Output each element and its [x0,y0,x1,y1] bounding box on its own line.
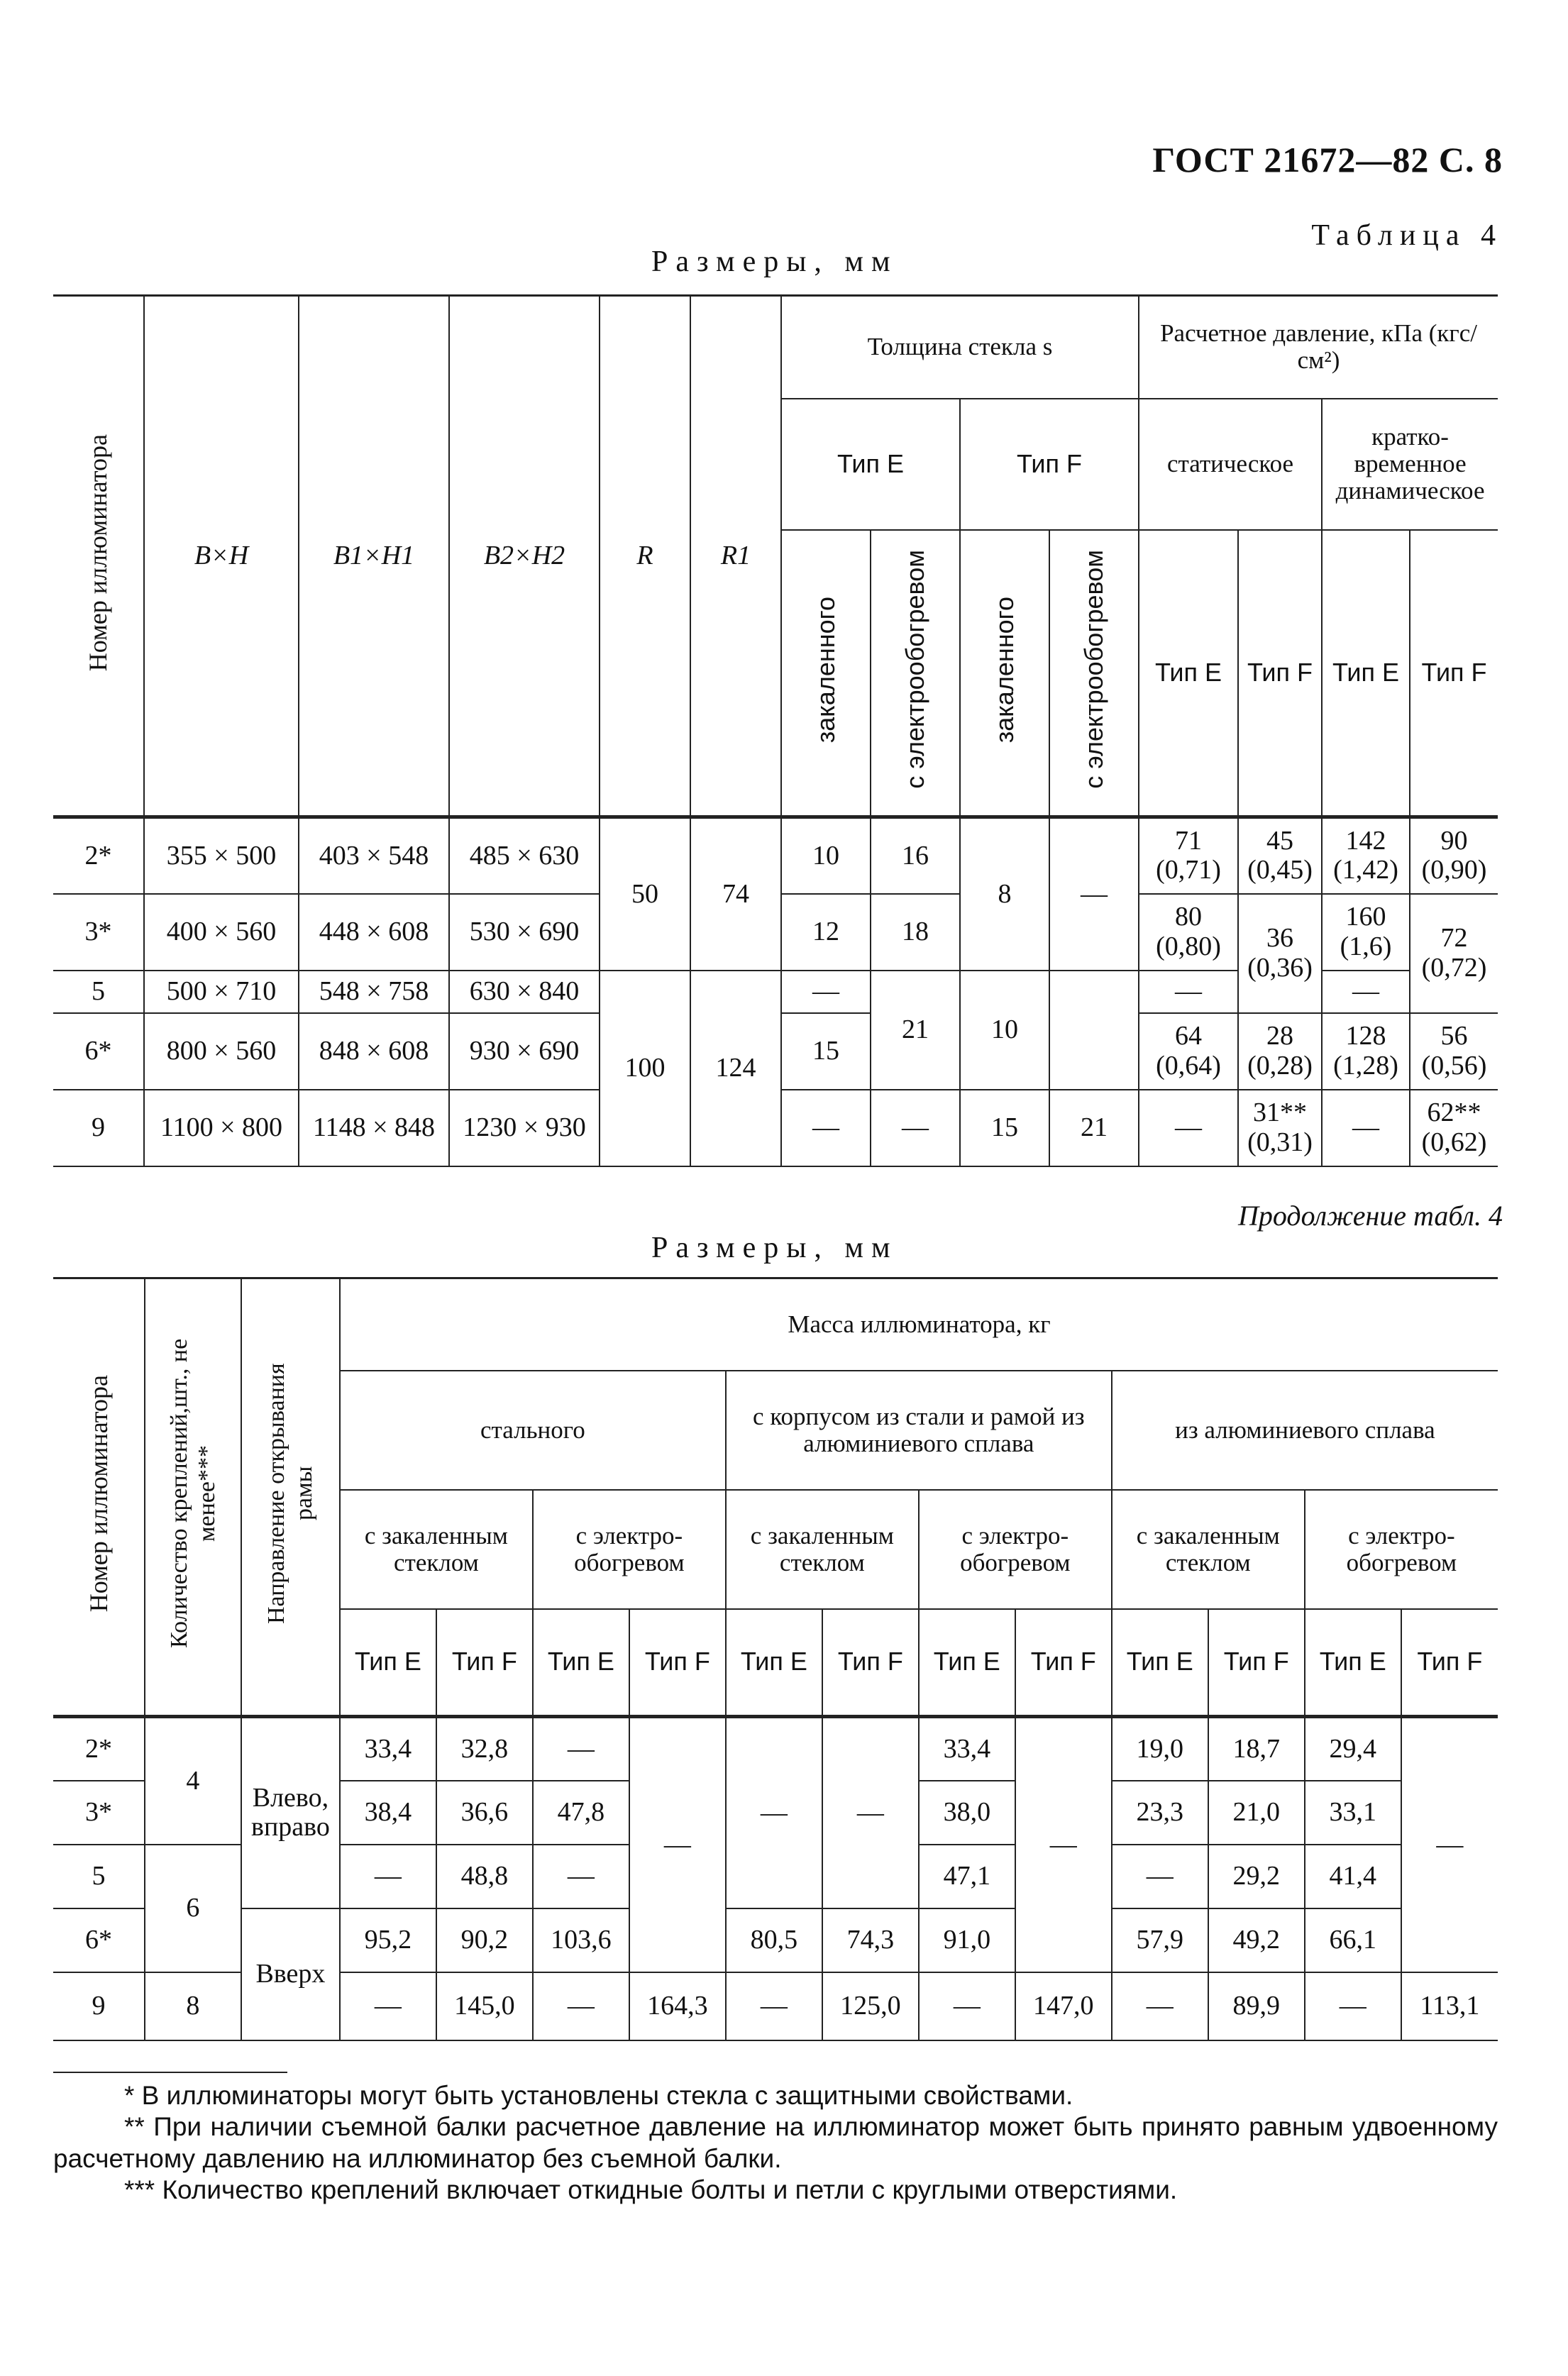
cell-p-dynamic-f: 90 (0,90) [1410,817,1498,894]
cell-p-dynamic-e: — [1322,1090,1410,1166]
col-header-type-f: Тип F [629,1609,726,1717]
cell-p-dynamic-f: 56 (0,56) [1410,1013,1498,1090]
cell-p-dynamic-e: 160 (1,6) [1322,894,1410,971]
col-header-dynamic: кратко-временное динамическое [1322,399,1498,530]
cell-mass: 38,4 [340,1781,436,1845]
cell-b2h2: 930 × 690 [449,1013,600,1090]
col-header-r: R [600,296,690,817]
cell-number: 3* [53,1781,145,1845]
cell-bh: 400 × 560 [144,894,299,971]
col-header-b1h1: B1×H1 [299,296,449,817]
cell-s-f-tempered: 8 [960,817,1049,971]
col-header-type-e: Тип E [340,1609,436,1717]
cell-s-e-heated: — [871,1090,960,1166]
cell-mass: 29,4 [1305,1717,1401,1781]
col-header-type-e: Тип E [1305,1609,1401,1717]
cell-p-static-f: 36 (0,36) [1238,894,1322,1013]
cell-p-static-f: 45 (0,45) [1238,817,1322,894]
cell-bh: 1100 × 800 [144,1090,299,1166]
col-header-static: статическое [1139,399,1322,530]
cell-mass: 145,0 [436,1972,533,2040]
cell-s-e-tempered: 10 [781,817,871,894]
continuation-label: Продолжение табл. 4 [1237,1200,1503,1232]
cell-count: 8 [145,1972,241,2040]
col-header-tempered-e: закаленного [781,530,871,817]
col-header-heated: с электро-обогревом [533,1490,726,1609]
footnote-2: ** При наличии съемной балки расчетное давление на иллюминатор может быть принято равным удвоенному расчетному давлению на иллюминатор без съемной балки. [53,2112,1498,2173]
cell-p-static-e: 71 (0,71) [1139,817,1238,894]
table-caption: Размеры, мм [651,245,898,278]
cell-mass: — [726,1972,822,2040]
col-header-bh: B×H [144,296,299,817]
cell-mass: 19,0 [1112,1717,1208,1781]
cell-mass: 47,1 [919,1845,1015,1908]
cell-s-f-heated [1049,971,1139,1090]
cell-mass: — [533,1972,629,2040]
col-header-direction: Направление открывания рамы [241,1278,340,1717]
cell-b2h2: 1230 × 930 [449,1090,600,1166]
cell-mass: 89,9 [1208,1972,1305,2040]
col-header-mass: Масса иллюминатора, кг [340,1278,1498,1371]
cell-p-static-f: 28 (0,28) [1238,1013,1322,1090]
col-header-type-f: Тип F [822,1609,919,1717]
cell-p-static-e: 64 (0,64) [1139,1013,1238,1090]
cell-mass: 91,0 [919,1908,1015,1972]
cell-mass: 90,2 [436,1908,533,1972]
cell-mass: 74,3 [822,1908,919,1972]
col-header-pressure: Расчетное давление, кПа (кгс/см²) [1139,296,1498,399]
cell-mass: 33,1 [1305,1781,1401,1845]
cell-b1h1: 548 × 758 [299,971,449,1013]
cell-mass: — [340,1845,436,1908]
col-header-type-e: Тип E [533,1609,629,1717]
cell-b1h1: 1148 × 848 [299,1090,449,1166]
cell-b1h1: 448 × 608 [299,894,449,971]
col-header-heated: с электро-обогревом [1305,1490,1498,1609]
cell-bh: 500 × 710 [144,971,299,1013]
col-header-tempered: с закаленным стеклом [1112,1490,1305,1609]
table-caption: Размеры, мм [651,1232,898,1264]
cell-p-static-f: 31** (0,31) [1238,1090,1322,1166]
col-header-type-f: Тип F [960,399,1139,530]
cell-b2h2: 530 × 690 [449,894,600,971]
cell-s-f-heated: 21 [1049,1090,1139,1166]
cell-p-dynamic-e: 128 (1,28) [1322,1013,1410,1090]
col-header-type-f: Тип F [1015,1609,1112,1717]
cell-number: 3* [53,894,144,971]
cell-mass: 66,1 [1305,1908,1401,1972]
page-header: ГОСТ 21672—82 С. 8 [1152,140,1503,179]
cell-number: 6* [53,1908,145,1972]
cell-s-e-tempered: 15 [781,1013,871,1090]
cell-s-f-heated: — [1049,817,1139,971]
cell-direction: Вверх [241,1908,340,2040]
cell-b1h1: 403 × 548 [299,817,449,894]
cell-mass: 23,3 [1112,1781,1208,1845]
cell-p-static-e: 80 (0,80) [1139,894,1238,971]
cell-s-e-heated: 21 [871,971,960,1090]
cell-mass: — [919,1972,1015,2040]
cell-p-dynamic-f: 62** (0,62) [1410,1090,1498,1166]
cell-count: 6 [145,1845,241,1972]
cell-number: 5 [53,1845,145,1908]
cell-number: 2* [53,817,144,894]
cell-mass: 32,8 [436,1717,533,1781]
cell-mass: — [340,1972,436,2040]
cell-mass: 113,1 [1401,1972,1498,2040]
cell-mass: 80,5 [726,1908,822,1972]
cell-s-e-tempered: 12 [781,894,871,971]
cell-bh: 355 × 500 [144,817,299,894]
col-header-tempered-f: закаленного [960,530,1049,817]
cell-mass: 164,3 [629,1972,726,2040]
col-header-dynamic-f: Тип F [1410,530,1498,817]
col-header-steel: стального [340,1371,726,1490]
col-header-heated-e: с электрообогревом [871,530,960,817]
cell-p-dynamic-f: 72 (0,72) [1410,894,1498,1013]
table-label: Таблица 4 [1311,219,1503,252]
cell-mass: — [1112,1845,1208,1908]
cell-b1h1: 848 × 608 [299,1013,449,1090]
table-4-continuation [53,1277,1498,2041]
cell-number: 2* [53,1717,145,1781]
cell-mass: — [533,1845,629,1908]
col-header-r1: R1 [690,296,781,817]
col-header-number: Номер иллюминатора [53,1278,145,1717]
col-header-type-e: Тип E [781,399,960,530]
col-header-number: Номер иллюминатора [53,296,144,817]
cell-r1: 124 [690,971,781,1166]
table-4 [53,294,1498,1167]
cell-b2h2: 485 × 630 [449,817,600,894]
cell-mass: 49,2 [1208,1908,1305,1972]
cell-mass: 125,0 [822,1972,919,2040]
col-header-alu: из алюминиевого сплава [1112,1371,1498,1490]
col-header-tempered: с закаленным стеклом [340,1490,533,1609]
cell-mass: — [1401,1717,1498,1972]
cell-mass: 36,6 [436,1781,533,1845]
table-row [53,1717,1498,1781]
cell-mass: 147,0 [1015,1972,1112,2040]
col-header-type-f: Тип F [1208,1609,1305,1717]
cell-p-static-e: — [1139,1090,1238,1166]
cell-bh: 800 × 560 [144,1013,299,1090]
cell-mass: — [533,1717,629,1781]
footnote-rule [53,2072,287,2073]
table-row [53,1908,1498,1972]
col-header-type-e: Тип E [1112,1609,1208,1717]
col-header-count: Количество креплений,шт., не менее*** [145,1278,241,1717]
cell-s-f-tempered: 15 [960,1090,1049,1166]
footnote-1: * В иллюминаторы могут быть установлены стекла с защитными свойствами. [124,2081,1073,2110]
col-header-type-f: Тип F [436,1609,533,1717]
col-header-heated-f: с электрообогревом [1049,530,1139,817]
cell-mass: 95,2 [340,1908,436,1972]
footnotes [53,2072,1498,2206]
cell-number: 9 [53,1972,145,2040]
cell-s-f-tempered: 10 [960,971,1049,1090]
cell-s-e-heated: 18 [871,894,960,971]
cell-mass: 18,7 [1208,1717,1305,1781]
cell-mass: 47,8 [533,1781,629,1845]
cell-mass: 48,8 [436,1845,533,1908]
cell-s-e-tempered: — [781,1090,871,1166]
col-header-static-f: Тип F [1238,530,1322,817]
cell-mass: — [1015,1717,1112,1972]
cell-mass: — [726,1717,822,1908]
cell-mass: 21,0 [1208,1781,1305,1845]
cell-mass: 33,4 [919,1717,1015,1781]
cell-mass: 33,4 [340,1717,436,1781]
col-header-tempered: с закаленным стеклом [726,1490,919,1609]
cell-number: 9 [53,1090,144,1166]
cell-mass: — [629,1717,726,1972]
cell-mass: 38,0 [919,1781,1015,1845]
cell-direction: Влево, вправо [241,1717,340,1908]
cell-mass: — [822,1717,919,1908]
cell-count: 4 [145,1717,241,1845]
footnote-3: *** Количество креплений включает откидные болты и петли с круглыми отверстиями. [124,2175,1178,2205]
cell-p-dynamic-e: — [1322,971,1410,1013]
table-row [53,817,1498,894]
cell-mass: 103,6 [533,1908,629,1972]
cell-b2h2: 630 × 840 [449,971,600,1013]
cell-mass: — [1112,1972,1208,2040]
cell-r1: 74 [690,817,781,971]
col-header-static-e: Тип E [1139,530,1238,817]
col-header-b2h2: B2×H2 [449,296,600,817]
cell-p-dynamic-e: 142 (1,42) [1322,817,1410,894]
cell-number: 6* [53,1013,144,1090]
cell-number: 5 [53,971,144,1013]
cell-p-static-e: — [1139,971,1238,1013]
col-header-dynamic-e: Тип E [1322,530,1410,817]
cell-mass: 57,9 [1112,1908,1208,1972]
cell-mass: — [1305,1972,1401,2040]
col-header-heated: с электро-обогревом [919,1490,1112,1609]
col-header-type-f: Тип F [1401,1609,1498,1717]
cell-mass: 41,4 [1305,1845,1401,1908]
cell-s-e-heated: 16 [871,817,960,894]
col-header-type-e: Тип E [919,1609,1015,1717]
cell-r: 50 [600,817,690,971]
col-header-type-e: Тип E [726,1609,822,1717]
col-header-thickness: Толщина стекла s [781,296,1139,399]
cell-r: 100 [600,971,690,1166]
col-header-steel-alu: с корпусом из стали и рамой из алюминиевого сплава [726,1371,1112,1490]
cell-mass: 29,2 [1208,1845,1305,1908]
cell-s-e-tempered: — [781,971,871,1013]
